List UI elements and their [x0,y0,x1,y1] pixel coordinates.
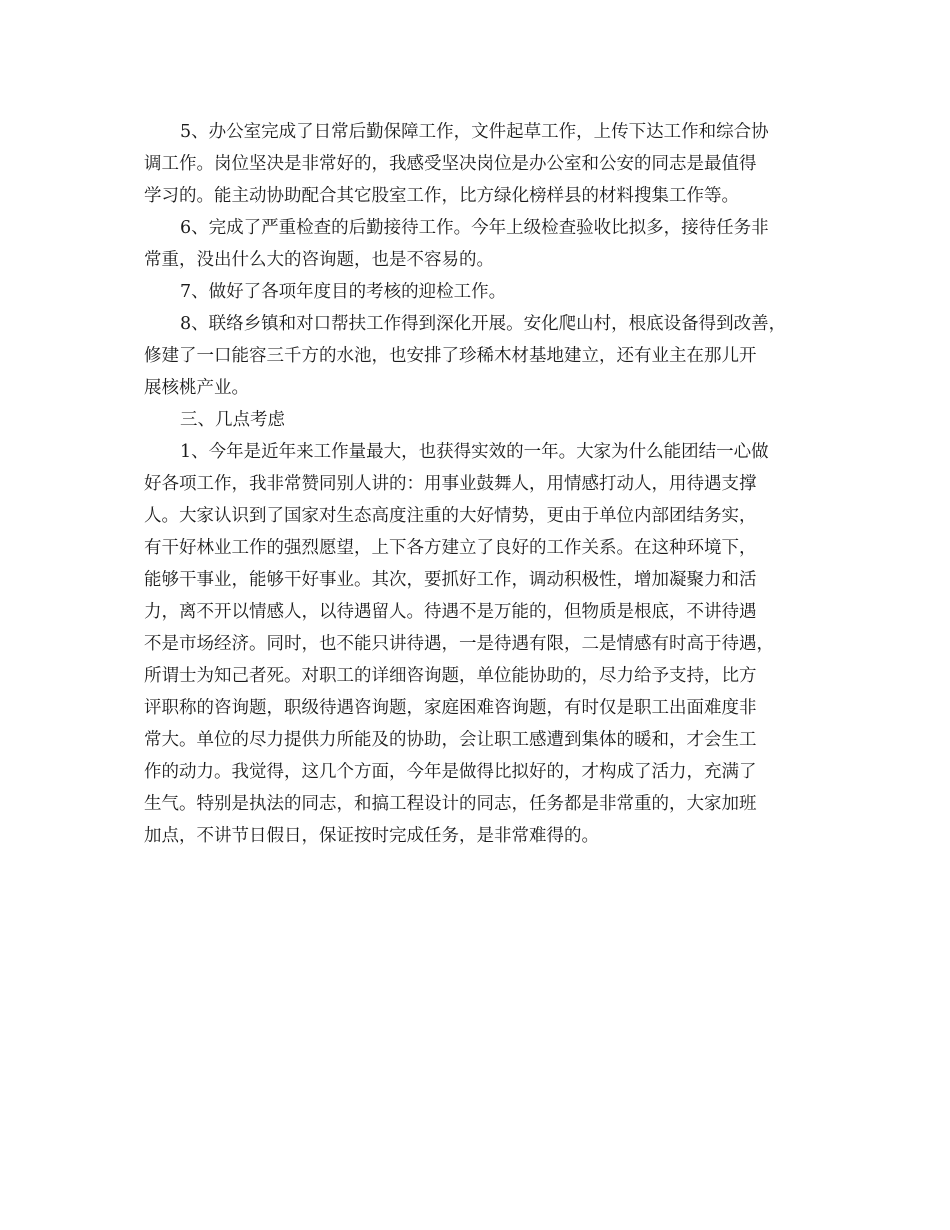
paragraph-reflection-line-8: 所谓士为知己者死。对职工的详细咨询题，单位能协助的，尽力给予支持，比方 [144,666,757,686]
paragraph-reflection-line-9: 评职称的咨询题，职级待遇咨询题，家庭困难咨询题，有时仅是职工出面难度非 [144,698,757,718]
paragraph-reflection-line-2: 好各项工作，我非常赞同别人讲的：用事业鼓舞人，用情感打动人，用待遇支撑 [144,474,757,494]
paragraph-reflection-line-13: 加点，不讲节日假日，保证按时完成任务，是非常难得的。 [144,826,599,846]
paragraph-reflection-line-12: 生气。特别是执法的同志，和搞工程设计的同志，任务都是非常重的，大家加班 [144,794,757,814]
paragraph-reflection-line-5: 能够干事业，能够干好事业。其次，要抓好工作，调动积极性，增加凝聚力和活 [144,570,757,590]
paragraph-reflection-line-10: 常大。单位的尽力提供力所能及的协助，会让职工感遭到集体的暖和，才会生工 [144,730,757,750]
document-body [144,116,819,852]
section-heading: 三、几点考虑 [180,410,285,430]
paragraph-reflection-line-3: 人。大家认识到了国家对生态高度注重的大好情势，更由于单位内部团结务实， [144,506,757,526]
paragraph-8-line-3: 展核桃产业。 [144,378,249,398]
paragraph-8-line-1: 8、联络乡镇和对口帮扶工作得到深化开展。安化爬山村，根底设备得到改善， [180,314,787,334]
paragraph-5-line-2: 调工作。岗位坚决是非常好的，我感受坚决岗位是办公室和公安的同志是最值得 [144,154,757,174]
paragraph-reflection-line-7: 不是市场经济。同时，也不能只讲待遇，一是待遇有限，二是情感有时高于待遇， [144,634,774,654]
paragraph-6-line-1: 6、完成了严重检查的后勤接待工作。今年上级检查验收比拟多，接待任务非 [180,218,769,238]
paragraph-reflection-line-1: 1、今年是近年来工作量最大，也获得实效的一年。大家为什么能团结一心做 [180,442,769,462]
paragraph-reflection-line-6: 力，离不开以情感人，以待遇留人。待遇不是万能的，但物质是根底，不讲待遇 [144,602,757,622]
paragraph-5-line-1: 5、办公室完成了日常后勤保障工作，文件起草工作，上传下达工作和综合协 [180,122,769,142]
paragraph-6-line-2: 常重，没出什么大的咨询题，也是不容易的。 [144,250,494,270]
paragraph-5-line-3: 学习的。能主动协助配合其它股室工作，比方绿化榜样县的材料搜集工作等。 [144,186,739,206]
paragraph-7-line-1: 7、做好了各项年度目的考核的迎检工作。 [180,282,507,302]
paragraph-reflection-line-4: 有干好林业工作的强烈愿望，上下各方建立了良好的工作关系。在这种环境下， [144,538,757,558]
paragraph-8-line-2: 修建了一口能容三千方的水池，也安排了珍稀木材基地建立，还有业主在那儿开 [144,346,757,366]
paragraph-reflection-line-11: 作的动力。我觉得，这几个方面，今年是做得比拟好的，才构成了活力，充满了 [144,762,757,782]
